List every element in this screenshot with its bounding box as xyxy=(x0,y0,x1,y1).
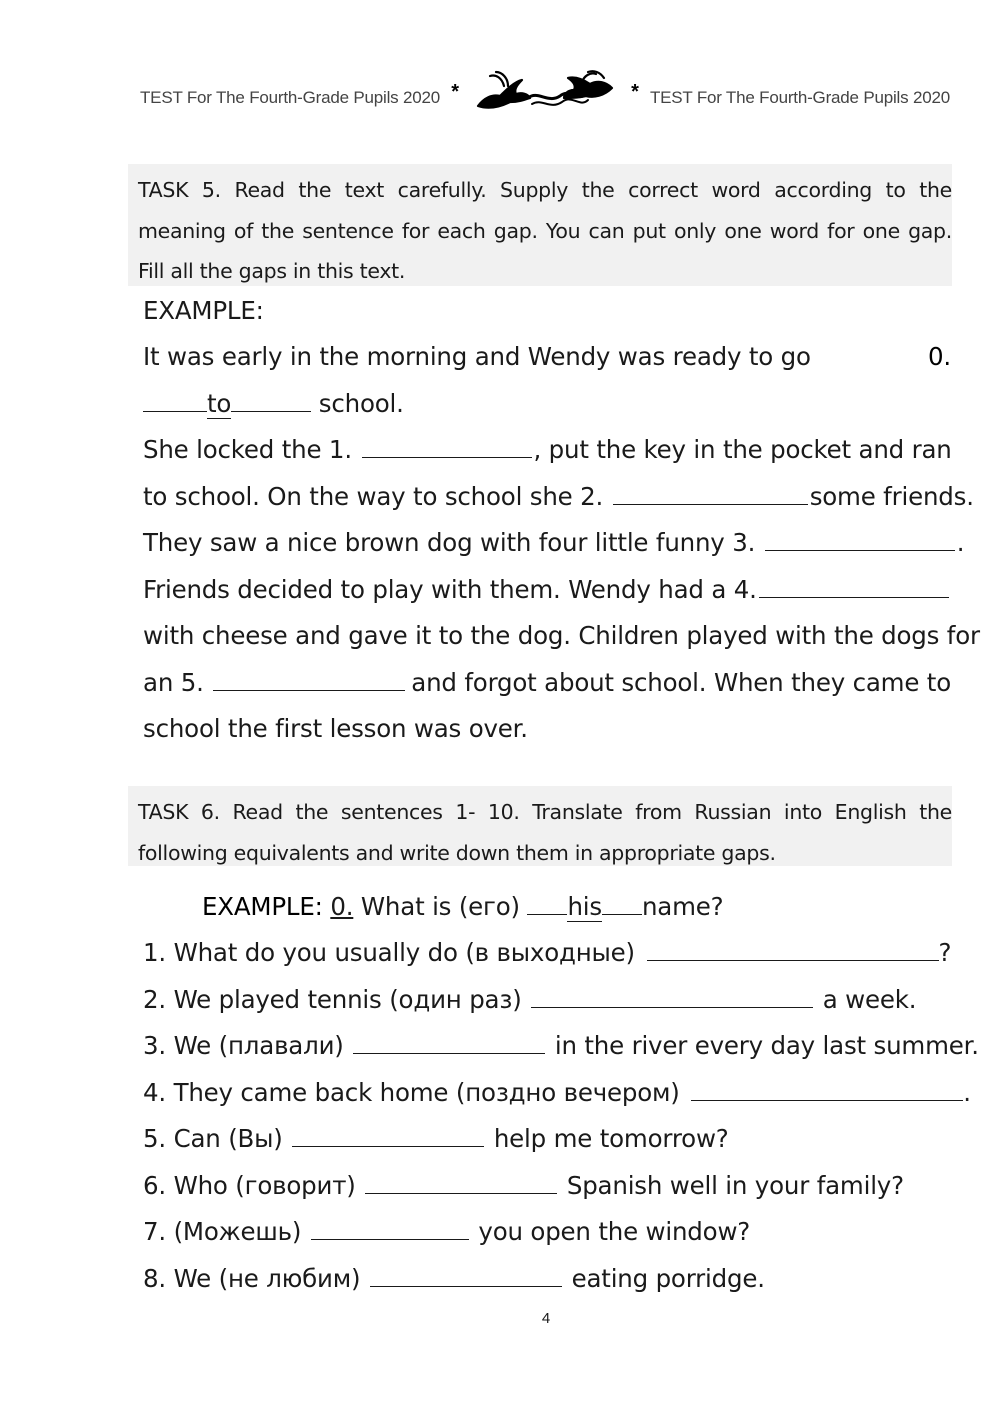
task5-p4-a: Friends decided to play with them. Wendy had a 4. xyxy=(143,575,757,604)
task5-p6-a: an 5. xyxy=(143,668,204,697)
task6-item-5-text: 5. Can (Вы) xyxy=(143,1124,283,1153)
task6-item xyxy=(143,1031,979,1061)
task6-example-text-a: What is (его) xyxy=(360,892,520,921)
task6-example-label: EXAMPLE: xyxy=(202,892,323,921)
task5-example-label: EXAMPLE: xyxy=(143,296,264,325)
task6-item xyxy=(143,1078,971,1108)
task5-p7: school the first lesson was over. xyxy=(143,714,528,743)
header-right-text: TEST For The Fourth-Grade Pupils 2020 xyxy=(649,88,950,107)
task6-instructions: TASK 6. Read the sentences 1- 10. Translate from Russian into English the following equivalents and write down them in appropriate gaps. xyxy=(128,786,952,866)
task6-item-3-end: in the river every day last summer. xyxy=(554,1031,979,1060)
task6-item-1-text: 1. What do you usually do (в выходные) xyxy=(143,938,635,967)
task5-line-3 xyxy=(143,528,965,558)
task5-p3-b: . xyxy=(956,528,965,557)
task5-p3-a: They saw a nice brown dog with four little funny 3. xyxy=(143,528,756,557)
task6-item-2-end: a week. xyxy=(822,985,917,1014)
task5-line-2 xyxy=(143,482,974,512)
task6-gap-5[interactable] xyxy=(292,1124,484,1147)
gap-3[interactable] xyxy=(765,528,955,551)
task6-item-7-end: you open the window? xyxy=(478,1217,751,1246)
task6-item-3-text: 3. We (плавали) xyxy=(143,1031,344,1060)
task6-gap-2[interactable] xyxy=(531,985,813,1008)
task5-example-num: 0. xyxy=(928,342,951,371)
task6-example-text-b: name? xyxy=(641,892,724,921)
example-gap-right xyxy=(231,389,311,412)
task6-example xyxy=(202,892,952,922)
task5-p2-b: some friends. xyxy=(809,482,974,511)
task5-example-text-b: school. xyxy=(318,389,404,418)
task5-p1-a: She locked the 1. xyxy=(143,435,352,464)
task6-item xyxy=(143,1217,951,1247)
gap-2[interactable] xyxy=(613,482,808,505)
task5-p2-a: to school. On the way to school she 2. xyxy=(143,482,604,511)
task6-example-answer: his xyxy=(567,892,602,921)
task6-item-4-text: 4. They came back home (поздно вечером) xyxy=(143,1078,680,1107)
task6-item-4-end: . xyxy=(963,1078,971,1107)
task6-gap-3[interactable] xyxy=(353,1031,545,1054)
task6-gap-4[interactable] xyxy=(691,1078,963,1101)
example-gap-left xyxy=(143,389,207,412)
page-header xyxy=(140,58,950,118)
header-star-left: * xyxy=(451,81,459,103)
task5-p1-b: , put the key in the pocket and ran xyxy=(533,435,952,464)
task6-item xyxy=(143,938,951,968)
task6-item-1-end: ? xyxy=(938,938,952,967)
task6-item-8-text: 8. We (не любим) xyxy=(143,1264,361,1293)
task6-item-7-text: 7. (Можешь) xyxy=(143,1217,302,1246)
task5-line-4 xyxy=(143,575,951,605)
task6-example-gap-left xyxy=(527,892,567,915)
task5-example-answer: to xyxy=(207,389,232,418)
task6-item-8-end: eating porridge. xyxy=(571,1264,765,1293)
task6-gap-7[interactable] xyxy=(311,1217,469,1240)
task5-line-6 xyxy=(143,668,951,698)
task6-example-num: 0. xyxy=(330,892,354,921)
task6-gap-1[interactable] xyxy=(647,938,939,961)
page-number: 4 xyxy=(541,1310,551,1327)
header-star-right: * xyxy=(631,81,639,103)
header-left-text: TEST For The Fourth-Grade Pupils 2020 xyxy=(140,88,441,107)
task5-p6-b: and forgot about school. When they came to xyxy=(411,668,951,697)
task6-item xyxy=(143,1264,951,1294)
task5-example-line-1 xyxy=(143,342,951,372)
task5-example-text-a: It was early in the morning and Wendy was ready to go xyxy=(143,342,811,371)
task6-example-gap-right xyxy=(602,892,642,915)
task6-item-2-text: 2. We played tennis (один раз) xyxy=(143,985,522,1014)
task5-p5: with cheese and gave it to the dog. Children played with the dogs for xyxy=(143,621,980,650)
task6-item-6-end: Spanish well in your family? xyxy=(566,1171,904,1200)
task6-item-5-end: help me tomorrow? xyxy=(493,1124,729,1153)
task6-item xyxy=(143,1124,951,1154)
task5-example-line-2 xyxy=(143,389,951,419)
task6-item xyxy=(143,1171,951,1201)
task6-gap-8[interactable] xyxy=(370,1264,562,1287)
task5-instructions: TASK 5. Read the text carefully. Supply the correct word according to the meaning of the sentence for each gap. You can put only one word for one gap. Fill all the gaps in this text. xyxy=(128,164,952,286)
task6-gap-6[interactable] xyxy=(365,1171,557,1194)
task5-line-1 xyxy=(143,435,951,465)
gap-5[interactable] xyxy=(213,668,405,691)
task6-item xyxy=(143,985,951,1015)
doves-ribbon-icon xyxy=(470,68,620,118)
gap-4[interactable] xyxy=(759,575,949,598)
gap-1[interactable] xyxy=(362,435,532,458)
task6-item-6-text: 6. Who (говорит) xyxy=(143,1171,356,1200)
